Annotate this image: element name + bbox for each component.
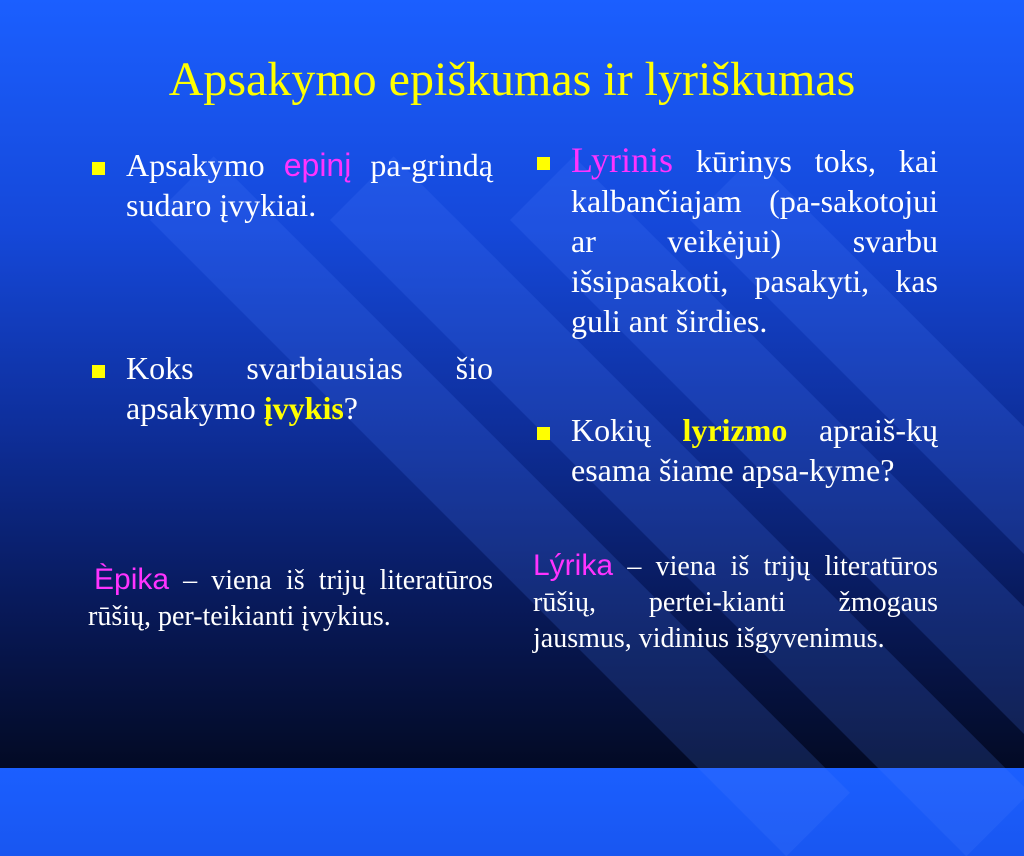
- right-bullet-2-highlight: lyrizmo: [682, 412, 788, 448]
- right-bullet-1-text: [571, 140, 938, 341]
- right-definition: [533, 548, 938, 657]
- left-bullet-2-highlight: įvykis: [263, 390, 344, 426]
- left-definition-term: Èpika: [94, 563, 170, 596]
- left-definition-text: – viena iš trijų literatūros rūšių, per-teikianti įvykius.: [88, 565, 493, 632]
- right-bullet-1-after: kūrinys toks, kai kalbančiajam (pa-sakotojui ar veikėjui) svarbu išsipasakoti, pasakyti, kas guli ant širdies.: [571, 143, 938, 339]
- left-bullet-1: [88, 145, 493, 225]
- left-bullet-2-after: ?: [343, 390, 358, 426]
- right-bullet-2-after: apraiš-kų esama šiame apsa-kyme?: [571, 412, 938, 488]
- left-bullet-1-after: pa-grindą sudaro įvykiai.: [126, 147, 493, 223]
- left-bullet-1-highlight: epinį: [283, 147, 352, 183]
- right-definition-text: – viena iš trijų literatūros rūšių, pertei-kianti žmogaus jausmus, vidinius išgyvenimus.: [533, 551, 938, 654]
- left-bullet-2-text: [126, 348, 493, 428]
- square-bullet-icon: [92, 365, 105, 378]
- left-bullet-2-before: Koks svarbiausias šio apsakymo: [126, 350, 493, 426]
- right-bullet-1: [533, 140, 938, 341]
- left-bullet-1-before: Apsakymo: [126, 147, 284, 183]
- left-definition: [88, 562, 493, 635]
- slide-title: Apsakymo epiškumas ir lyriškumas: [168, 53, 856, 106]
- right-bullet-2-text: [571, 410, 938, 490]
- right-bullet-2-before: Kokių: [571, 412, 683, 448]
- square-bullet-icon: [92, 162, 105, 175]
- left-bullet-1-text: [126, 145, 493, 225]
- square-bullet-icon: [537, 157, 550, 170]
- square-bullet-icon: [537, 427, 550, 440]
- right-bullet-1-highlight: Lyrinis: [571, 140, 674, 180]
- left-bullet-2: [88, 348, 493, 428]
- right-definition-term: Lýrika: [533, 549, 614, 582]
- right-bullet-2: [533, 410, 938, 490]
